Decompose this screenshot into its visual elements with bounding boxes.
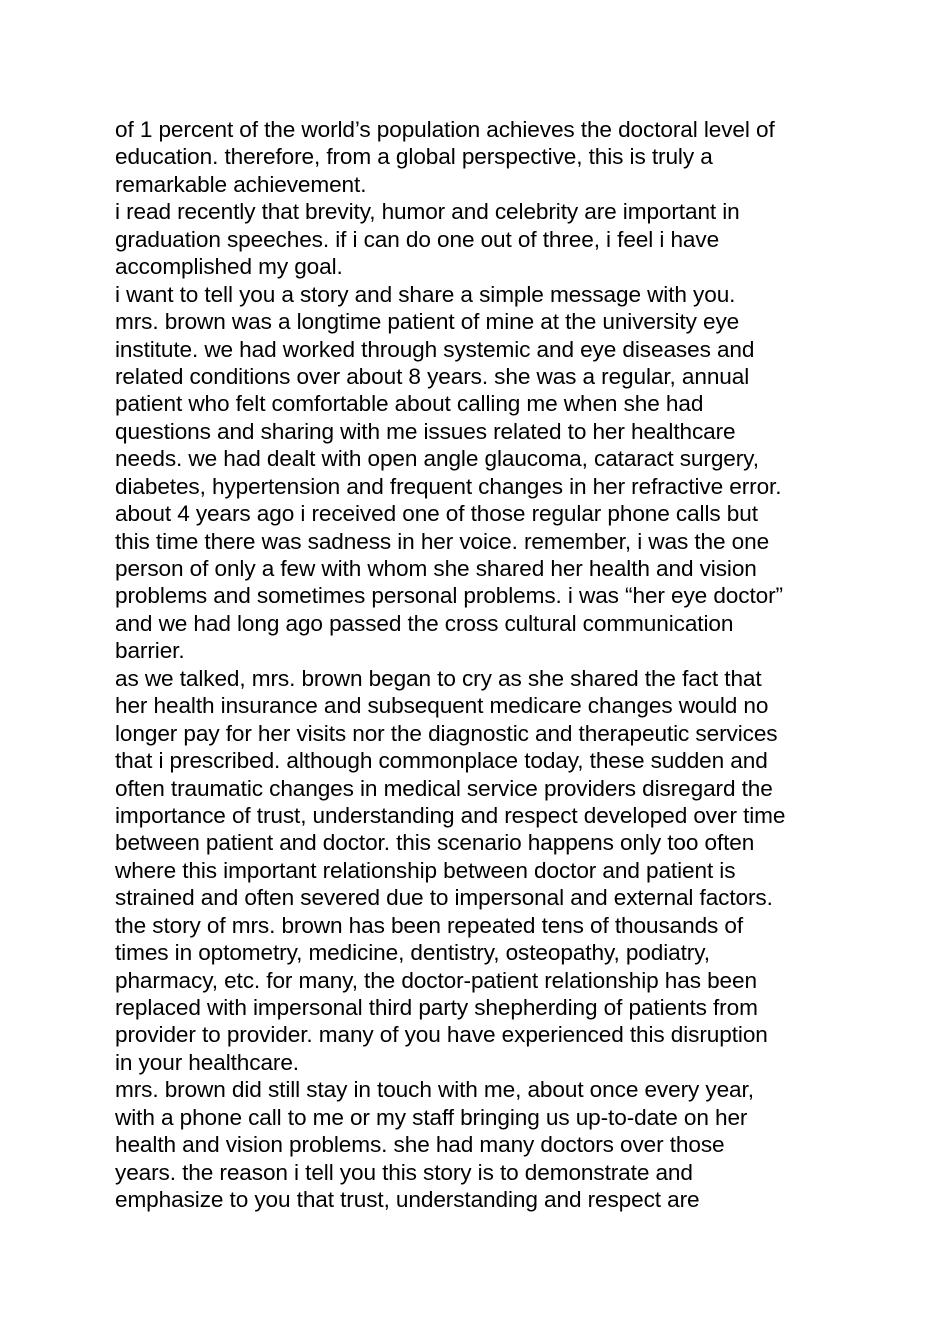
text-line: accomplished my goal. xyxy=(115,254,343,280)
text-line: that i prescribed. although commonplace today, these sudden and xyxy=(115,748,768,774)
text-line: provider to provider. many of you have experienced this disruption xyxy=(115,1022,768,1048)
text-line: about 4 years ago i received one of those regular phone calls but xyxy=(115,501,758,527)
text-line: longer pay for her visits nor the diagnostic and therapeutic services xyxy=(115,720,778,746)
text-line: related conditions over about 8 years. she was a regular, annual xyxy=(115,363,750,389)
text-line: i read recently that brevity, humor and celebrity are important in xyxy=(115,199,740,225)
text-line: importance of trust, understanding and respect developed over time xyxy=(115,802,786,828)
text-line: where this important relationship between doctor and patient is xyxy=(115,857,736,883)
text-line: needs. we had dealt with open angle glaucoma, cataract surgery, xyxy=(115,446,759,472)
text-line: her health insurance and subsequent medicare changes would no xyxy=(115,693,769,719)
text-line: remarkable achievement. xyxy=(115,171,367,197)
text-line: person of only a few with whom she shared her health and vision xyxy=(115,556,757,581)
text-line: barrier. xyxy=(115,638,185,664)
text-line: and we had long ago passed the cross cultural communication xyxy=(115,610,734,636)
text-line: with a phone call to me or my staff bringing us up-to-date on her xyxy=(115,1104,748,1130)
text-line: the story of mrs. brown has been repeated tens of thousands of xyxy=(115,912,744,938)
text-line: as we talked, mrs. brown began to cry as she shared the fact that xyxy=(115,665,762,691)
text-line: problems and sometimes personal problems. i was “her eye doctor” xyxy=(115,583,783,609)
text-line: times in optometry, medicine, dentistry, osteopathy, podiatry, xyxy=(115,940,710,966)
text-line: graduation speeches. if i can do one out of three, i feel i have xyxy=(115,226,720,252)
text-line: patient who felt comfortable about calling me when she had xyxy=(115,391,704,417)
text-line: between patient and doctor. this scenario happens only too often xyxy=(115,830,755,856)
text-line: of 1 percent of the world’s population achieves the doctoral level of xyxy=(115,117,775,142)
text-line: this time there was sadness in her voice. remember, i was the one xyxy=(115,528,770,554)
text-line: education. therefore, from a global perspective, this is truly a xyxy=(115,144,713,170)
text-line: institute. we had worked through systemic and eye diseases and xyxy=(115,336,755,362)
text-line: mrs. brown was a longtime patient of mine at the university eye xyxy=(115,309,740,335)
text-line: emphasize to you that trust, understanding and respect are xyxy=(115,1187,700,1213)
text-line: years. the reason i tell you this story is to demonstrate and xyxy=(115,1159,693,1185)
text-line: in your healthcare. xyxy=(115,1049,299,1075)
text-line: replaced with impersonal third party shepherding of patients from xyxy=(115,995,758,1020)
text-line: often traumatic changes in medical service providers disregard the xyxy=(115,775,773,801)
text-line: questions and sharing with me issues related to her healthcare xyxy=(115,418,736,444)
text-line: i want to tell you a story and share a simple message with you. xyxy=(115,281,736,307)
text-line: health and vision problems. she had many doctors over those xyxy=(115,1132,725,1158)
text-line: diabetes, hypertension and frequent changes in her refractive error. xyxy=(115,473,782,499)
body-text xyxy=(115,116,845,1214)
text-line: pharmacy, etc. for many, the doctor-patient relationship has been xyxy=(115,967,757,993)
text-line: strained and often severed due to impersonal and external factors. xyxy=(115,885,773,911)
text-line: mrs. brown did still stay in touch with me, about once every year, xyxy=(115,1077,754,1103)
